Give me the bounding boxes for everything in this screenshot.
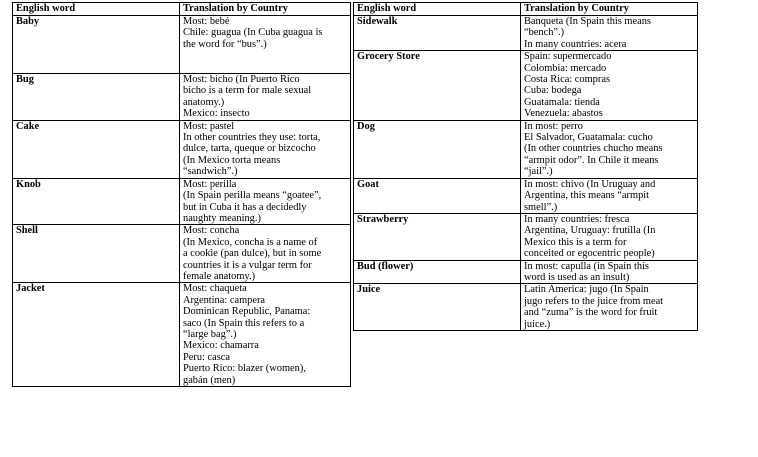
table-row <box>354 284 698 331</box>
translation-line: Guatamala: tienda <box>524 96 600 108</box>
translation-line: “bench”.) <box>524 27 565 39</box>
translation-line: naughty meaning.) <box>183 212 261 224</box>
translation-line: “large bag”.) <box>183 328 237 340</box>
table-row <box>354 260 698 284</box>
table-row <box>13 74 351 121</box>
english-word-cell: Bug <box>13 74 180 121</box>
translation-line: gabán (men) <box>183 374 236 386</box>
translation-line: Most: bicho (In Puerto Rico <box>183 74 300 86</box>
header-translation-by-country: Translation by Country <box>180 3 351 16</box>
translation-line: Most: perilla <box>183 178 237 190</box>
translation-line: Venezuela: abastos <box>524 108 603 120</box>
english-word-cell: Shell <box>13 225 180 283</box>
translation-line: In most: capulla (in Spain this <box>524 260 649 272</box>
translation-line <box>183 50 347 61</box>
translation-line: (In Mexico, concha is a name of <box>183 236 318 248</box>
translation-cell <box>180 225 351 283</box>
table-row <box>13 178 351 225</box>
translation-cell <box>180 74 351 121</box>
translation-line: and “zuma” is the word for fruit <box>524 307 658 319</box>
translation-line: Most: bebé <box>183 16 230 27</box>
translation-line: Puerto Rico: blazer (women), <box>183 363 306 375</box>
vocabulary-table-left <box>12 2 351 387</box>
translation-line: El Salvador, Guatamala: cucho <box>524 132 653 144</box>
translation-line: word is used as an insult) <box>524 271 630 283</box>
table-row <box>13 120 351 178</box>
header-english-word: English word <box>354 3 521 16</box>
translation-line: Mexico: insecto <box>183 108 250 120</box>
translation-line: smell”.) <box>524 201 558 213</box>
translation-line: Dominican Republic, Panama: <box>183 306 311 318</box>
table-row <box>354 178 698 213</box>
translation-line: In many countries: fresca <box>524 213 630 225</box>
english-word-cell: Cake <box>13 120 180 178</box>
english-word-cell: Juice <box>354 284 521 331</box>
translation-line: “sandwich”.) <box>183 166 238 178</box>
translation-line: Most: chaqueta <box>183 283 247 295</box>
english-word-cell: Dog <box>354 120 521 178</box>
translation-cell <box>180 120 351 178</box>
translation-cell <box>180 16 351 74</box>
english-word-cell: Bud (flower) <box>354 260 521 284</box>
translation-line: Costa Rica: compras <box>524 74 610 86</box>
translation-line: Argentina: campera <box>183 294 266 306</box>
translation-line: bicho is a term for male sexual <box>183 85 312 97</box>
translation-line: (In other countries chucho means <box>524 143 663 155</box>
english-word-cell: Knob <box>13 178 180 225</box>
translation-cell <box>521 51 698 120</box>
translation-line: jugo refers to the juice from meat <box>524 295 664 307</box>
translation-line: but in Cuba it has a decidedly <box>183 201 307 213</box>
table-row <box>354 213 698 260</box>
translation-line: conceited or egocentric people) <box>524 248 655 260</box>
translation-line: In other countries they use: torta, <box>183 132 321 144</box>
translation-cell <box>521 284 698 331</box>
translation-line: Spain: supermercado <box>524 51 612 63</box>
translation-line: anatomy.) <box>183 96 225 108</box>
vocabulary-table-right <box>353 2 698 331</box>
translation-line: (In Spain perilla means “goatee”, <box>183 190 322 202</box>
translation-cell <box>521 16 698 51</box>
table-row <box>13 283 351 387</box>
translation-line: (In Mexico torta means <box>183 154 281 166</box>
translation-line: Colombia: mercado <box>524 62 607 74</box>
table-body-left <box>13 16 351 387</box>
english-word-cell: Grocery Store <box>354 51 521 120</box>
translation-line: Mexico this is a term for <box>524 236 627 248</box>
translation-cell <box>521 178 698 213</box>
translation-cell <box>521 213 698 260</box>
translation-cell <box>180 178 351 225</box>
table-row <box>354 16 698 51</box>
translation-line: a cookie (pan dulce), but in some <box>183 248 322 260</box>
translation-line: juice.) <box>524 318 551 330</box>
translation-line: Most: pastel <box>183 120 235 132</box>
english-word-cell: Goat <box>354 178 521 213</box>
translation-line <box>183 62 347 73</box>
header-translation-by-country: Translation by Country <box>521 3 698 16</box>
translation-line: female anatomy.) <box>183 270 256 282</box>
table-row <box>13 16 351 74</box>
english-word-cell: Baby <box>13 16 180 74</box>
translation-line: dulce, tarta, queque or bizcocho <box>183 143 316 155</box>
translation-line: Latin America: jugo (In Spain <box>524 284 649 296</box>
translation-line: “jail”.) <box>524 166 553 178</box>
translation-line: In many countries: acera <box>524 38 627 50</box>
table-row <box>13 225 351 283</box>
table-row <box>354 51 698 120</box>
translation-line: Peru: casca <box>183 351 231 363</box>
english-word-cell: Sidewalk <box>354 16 521 51</box>
table-row <box>354 120 698 178</box>
english-word-cell: Strawberry <box>354 213 521 260</box>
translation-line: Banqueta (In Spain this means <box>524 16 651 27</box>
translation-line: Argentina, this means “armpit <box>524 190 650 202</box>
translation-line: In most: chivo (In Uruguay and <box>524 178 656 190</box>
translation-line: In most: perro <box>524 120 583 132</box>
table-body-right <box>354 16 698 331</box>
translation-line: countries it is a vulgar term for <box>183 259 312 271</box>
english-word-cell: Jacket <box>13 283 180 387</box>
table-header-row <box>354 3 698 16</box>
table-header-row <box>13 3 351 16</box>
translation-cell <box>180 283 351 387</box>
translation-line: saco (In Spain this refers to a <box>183 317 305 329</box>
translation-line: “armpit odor”. In Chile it means <box>524 154 659 166</box>
translation-cell <box>521 120 698 178</box>
translation-cell <box>521 260 698 284</box>
translation-line: Cuba: bodega <box>524 85 582 97</box>
translation-line: Chile: guagua (In Cuba guagua is <box>183 27 323 39</box>
translation-line: the word for “bus”.) <box>183 38 267 50</box>
translation-line: Argentina, Uruguay: frutilla (In <box>524 225 656 237</box>
header-english-word: English word <box>13 3 180 16</box>
translation-line: Most: concha <box>183 225 240 237</box>
translation-line: Mexico: chamarra <box>183 340 259 352</box>
